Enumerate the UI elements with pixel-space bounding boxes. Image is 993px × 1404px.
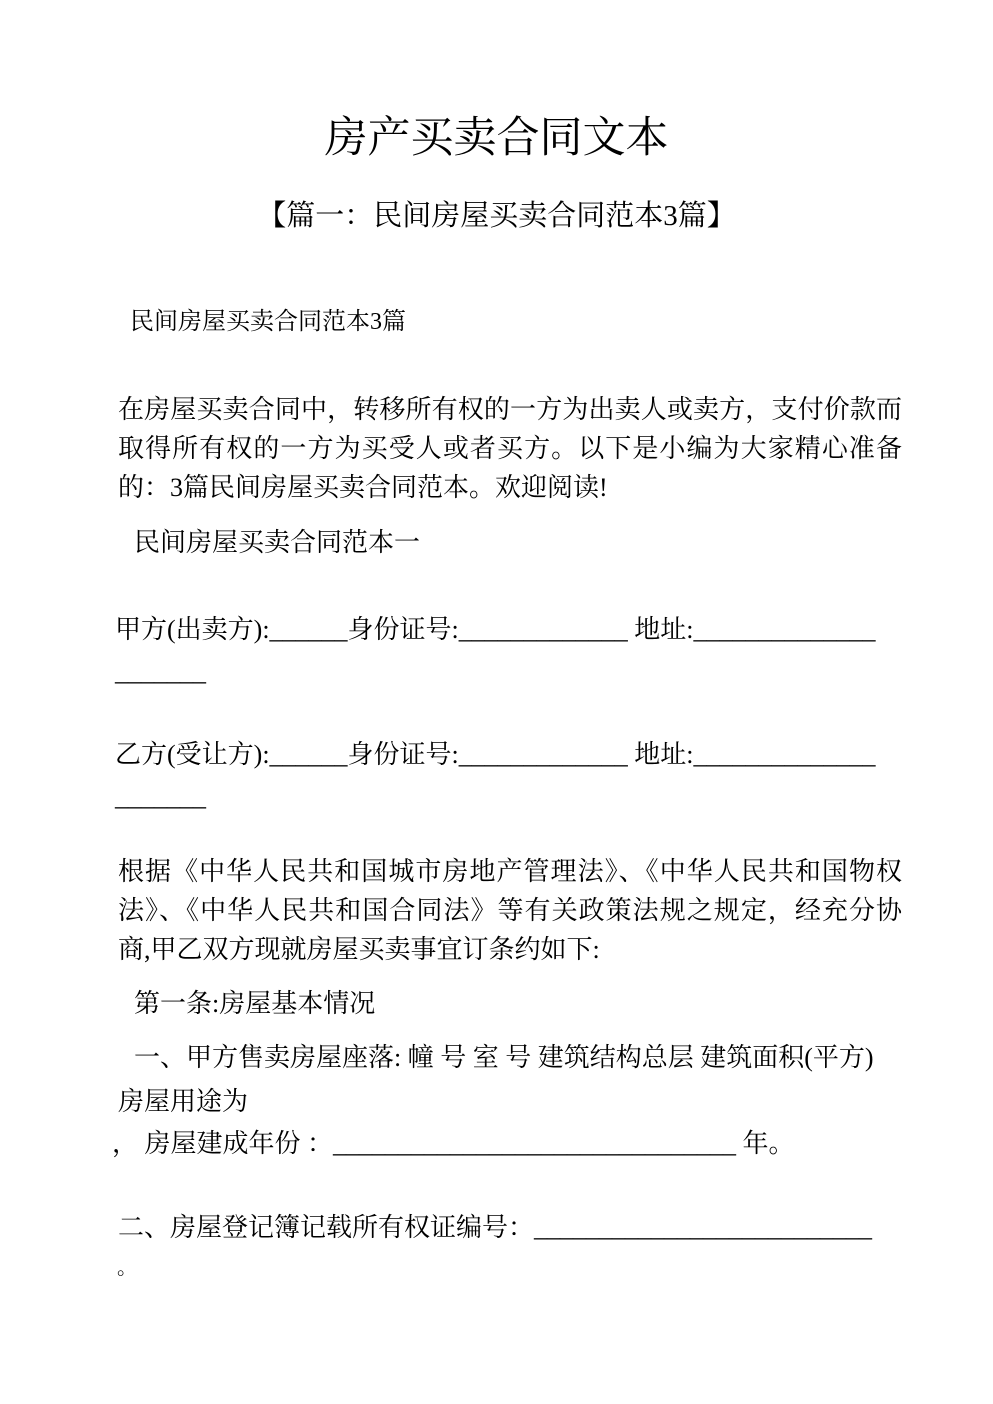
clause-1-house-location: 一、甲方售卖房屋座落: 幢 号 室 号 建筑结构总层 建筑面积(平方) 房屋用途为: [118, 1043, 874, 1116]
party-b-line: 乙方(受让方):______身份证号:_____________ 地址:______________: [115, 740, 876, 769]
legal-basis-paragraph: 根据《中华人民共和国城市房地产管理法》、《中华人民共和国物权法》、《中华人民共和国合同法》等有关政策法规之规定，经充分协商,甲乙双方现就房屋买卖事宜订条约如下:: [118, 857, 902, 964]
document-title: 房产买卖合同文本: [324, 115, 669, 162]
clause-1-year-built-line: ， 房屋建成年份 ：_______________________________ 年。: [112, 1129, 795, 1158]
article-1-heading: 第一条:房屋基本情况: [134, 989, 376, 1018]
series-heading: 民间房屋买卖合同范本3篇: [130, 309, 406, 335]
trailing-period: 。: [117, 1257, 137, 1279]
sample-one-heading: 民间房屋买卖合同范本一: [134, 528, 421, 557]
party-a-line: 甲方(出卖方):______身份证号:_____________ 地址:______________: [115, 615, 876, 644]
party-a-blank-continuation: _______: [115, 657, 206, 686]
party-b-blank-continuation: _______: [115, 782, 206, 811]
intro-paragraph: 在房屋买卖合同中，转移所有权的一方为出卖人或卖方，支付价款而取得所有权的一方为买受人或者买方。以下是小编为大家精心准备的：3篇民间房屋买卖合同范本。欢迎阅读!: [118, 395, 902, 502]
section-one-heading: 【篇一：民间房屋买卖合同范本3篇】: [257, 200, 736, 232]
clause-2-certificate-number-line: 二、房屋登记簿记载所有权证编号：__________________________: [118, 1213, 873, 1242]
